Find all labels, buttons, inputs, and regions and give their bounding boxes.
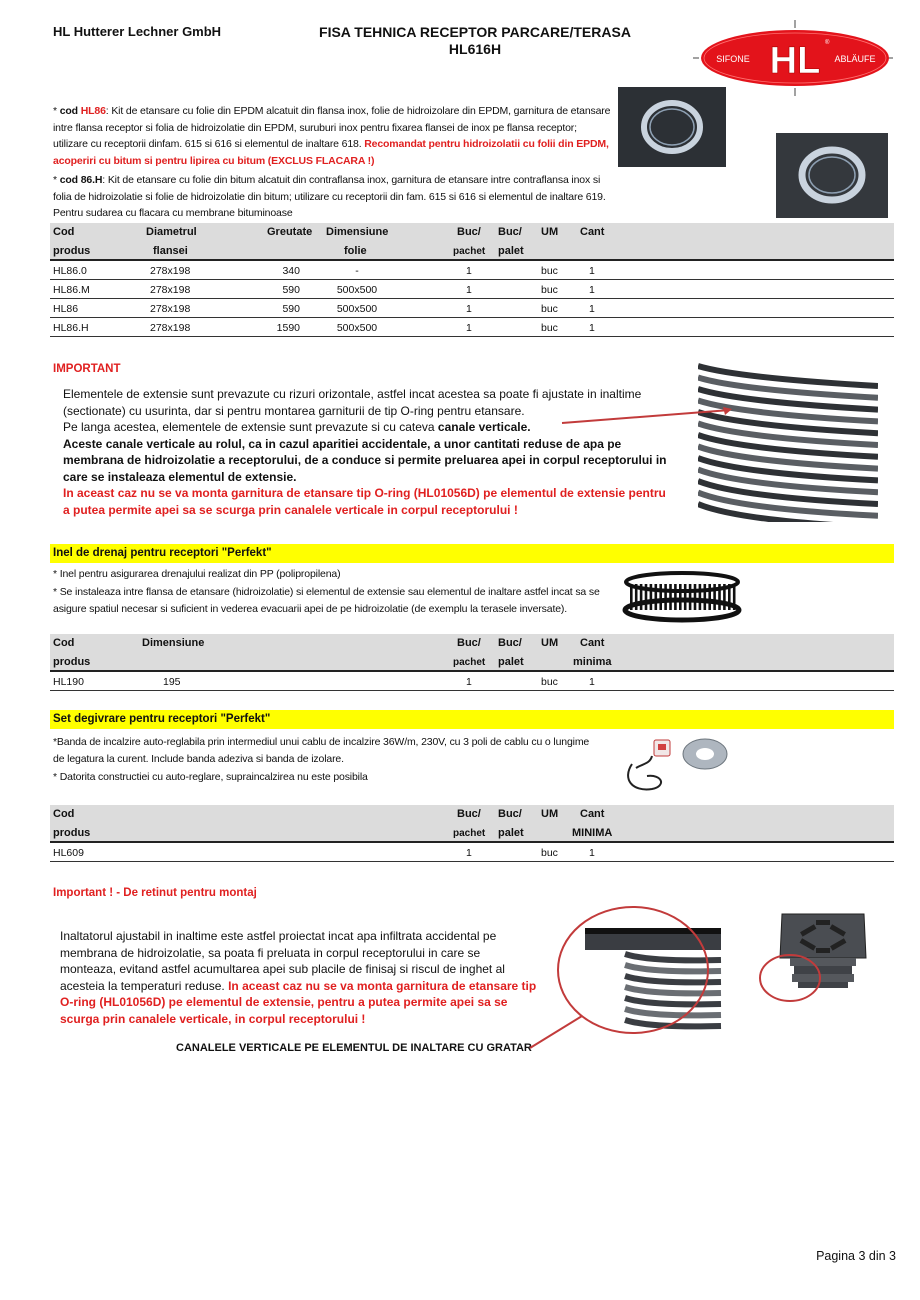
hl86-code: HL86 xyxy=(80,105,106,117)
table-row xyxy=(50,261,894,280)
table-row xyxy=(50,318,894,337)
cell-greutate: 340 xyxy=(282,265,300,277)
cell-greutate: 590 xyxy=(282,284,300,296)
cell-dim: 500x500 xyxy=(336,284,378,296)
cell-dim: - xyxy=(355,265,359,277)
cell-buc: 1 xyxy=(466,265,472,277)
cell-cant: 1 xyxy=(589,284,595,296)
vertical-channels-caption: CANALELE VERTICALE PE ELEMENTUL DE INALTARE CU GRATAR xyxy=(176,1042,532,1054)
arrow-to-vertical-channels xyxy=(560,405,740,430)
cell-cant: 1 xyxy=(589,322,595,334)
cell-buc: 1 xyxy=(466,284,472,296)
cell-dim: 500x500 xyxy=(336,322,378,334)
flange-kit-photo-1 xyxy=(618,87,726,167)
cell-diam: 278x198 xyxy=(150,303,191,315)
mounting-illustration xyxy=(520,900,900,1060)
cell-um: buc xyxy=(541,265,558,277)
cell-cant: 1 xyxy=(589,265,595,277)
cell-greutate: 1590 xyxy=(276,322,300,334)
page-number: Pagina 3 din 3 xyxy=(816,1249,896,1263)
cell-cod: HL86.0 xyxy=(53,265,87,277)
important-heading: IMPORTANT xyxy=(53,363,121,375)
cell-cant: 1 xyxy=(589,303,595,315)
extension-element-photo xyxy=(698,362,878,522)
logo-text-right: ABLÄUFE xyxy=(834,54,876,64)
hl86-description: * cod HL86: Kit de etansare cu folie din EPDM alcatuit din flansa inox, folie de hidroizolare din EPDM, garnitura de etansare intre flansa receptor si folia de hidroizolatie din EPDM, suruburi inox pentru fixarea flansei de inox pe flansa receptor; utilizare cu receptorii dinfam. 615 si 616 si elementul de inaltare 618. Recomandat pentru hidroizolatii cu folii din EPDM, acoperiri cu bitum si pentru lipirea cu bitum (EXCLUS FLACARA !) xyxy=(53,105,611,167)
logo-text-mid: HL xyxy=(769,40,821,82)
table-body xyxy=(50,261,894,337)
drain-ring-line-1: * Inel pentru asigurarea drenajului realizat din PP (polipropilena) xyxy=(53,568,341,580)
drain-ring-table xyxy=(50,634,894,691)
table-header: Cod produs Buc/ pachet Buc/ palet UM Cant MINIMA xyxy=(50,805,894,843)
mounting-text: Inaltatorul ajustabil in inaltime este astfel proiectat incat apa infiltrata accidental pe membrana de hidroizolatie, sa poata fi preluata in corpul receptorului in care se monteaza, evitand astfel acumultarea apei sub placile de finisaj si riscul de inghet al acesteia la temperaturi reduse. In aceast caz nu se va monta garnitura de etansare tip O-ring (HL01056D) pe elementul de extensie, pentru a putea permite apei sa se scurga prin canalele verticale, in corpul receptorului ! xyxy=(60,929,537,1026)
cell-diam: 278x198 xyxy=(150,322,191,334)
company-name: HL Hutterer Lechner GmbH xyxy=(53,24,222,39)
important-text: Elementele de extensie sunt prevazute cu rizuri orizontale, astfel incat acestea sa poate fi ajustate in inaltime (sectionate) cu usurinta, dar si pentru montarea garniturii de tip O-ring pentru etansare. Pe langa acestea, elementele de extensie sunt prevazute si cu cateva canale verticale. Aceste canale verticale au rolul, ca in cazul aparitiei accidentale, a unor cantitati reduse de apa pe membrana de hidroizolatie a receptorului, de a conduce si permite preluarea apei in corpul receptorului in care se instaleaza elementul de extensie. In aceast caz nu se va monta garnitura de etansare tip O-ring (HL01056D) pe elementul de extensie pentru a putea permite apei sa se scurga prin canalele verticale in corpul receptorului ! xyxy=(63,387,667,517)
defrost-set-table xyxy=(50,805,894,862)
cell-diam: 278x198 xyxy=(150,284,191,296)
cell-um: buc xyxy=(541,303,558,315)
table-header: Cod produs Diametrul flansei Greutate Dimensiune folie Buc/ pachet Buc/ palet UM Cant xyxy=(50,223,894,261)
flange-kit-photo-2 xyxy=(776,133,888,218)
hl-logo xyxy=(693,20,893,96)
page-title: FISA TEHNICA RECEPTOR PARCARE/TERASA HL616H xyxy=(319,24,631,57)
table-header: Cod produs Dimensiune Buc/ pachet Buc/ palet UM Cant minima xyxy=(50,634,894,672)
cell-um: buc xyxy=(541,284,558,296)
table-row: HL609 1 buc 1 xyxy=(50,843,894,862)
defrost-set-line-1: *Banda de incalzire auto-reglabila prin intermediul unui cablu de incalzire 36W/m, 230V, cu 3 poli de cablu cu o lungime de legatura la curent. Include banda adeziva si banda de izolare. xyxy=(53,736,590,765)
drain-ring-line-2: * Se instaleaza intre flansa de etansare (hidroizolatie) si elementul de extensie sau elementul de inaltare astfel incat sa se asigure spatiul necesar si suficient in vederea evacuarii apei de pe hidroizolatie (de exemplu la terasele inversate). xyxy=(53,586,600,615)
hl86-table xyxy=(50,223,894,337)
cell-buc: 1 xyxy=(466,303,472,315)
cell-buc: 1 xyxy=(466,322,472,334)
drain-ring-photo xyxy=(620,570,744,625)
cell-um: buc xyxy=(541,322,558,334)
drain-ring-heading: Inel de drenaj pentru receptori "Perfekt" xyxy=(50,544,894,563)
table-row xyxy=(50,299,894,318)
cell-cod: HL86 xyxy=(53,303,79,315)
cell-diam: 278x198 xyxy=(150,265,191,277)
hl86h-description: * cod 86.H: Kit de etansare cu folie din bitum alcatuit din contraflansa inox, garnitura de etansare intre contraflansa inox si folia de hidroizolatie si folie de hidroizolatie din bitum; utilizare cu receptorii din fam. 615 si 616 si elementul de inaltare 619. Pentru sudarea cu flacara cu membrane bituminoase xyxy=(53,174,606,219)
logo-registered: ® xyxy=(825,40,830,46)
defrost-set-line-2: * Datorita constructiei cu auto-reglare, supraincalzirea nu este posibila xyxy=(53,771,368,783)
cell-greutate: 590 xyxy=(282,303,300,315)
table-row xyxy=(50,280,894,299)
defrost-set-heading: Set degivrare pentru receptori "Perfekt" xyxy=(50,710,894,729)
cell-cod: HL86.M xyxy=(53,284,90,296)
logo-text-left: SIFONE xyxy=(716,54,750,64)
cell-cod: HL86.H xyxy=(53,322,89,334)
defrost-set-photo xyxy=(622,734,732,796)
mounting-heading: Important ! - De retinut pentru montaj xyxy=(53,887,257,899)
cell-dim: 500x500 xyxy=(336,303,378,315)
table-row: HL190 195 1 buc 1 xyxy=(50,672,894,691)
